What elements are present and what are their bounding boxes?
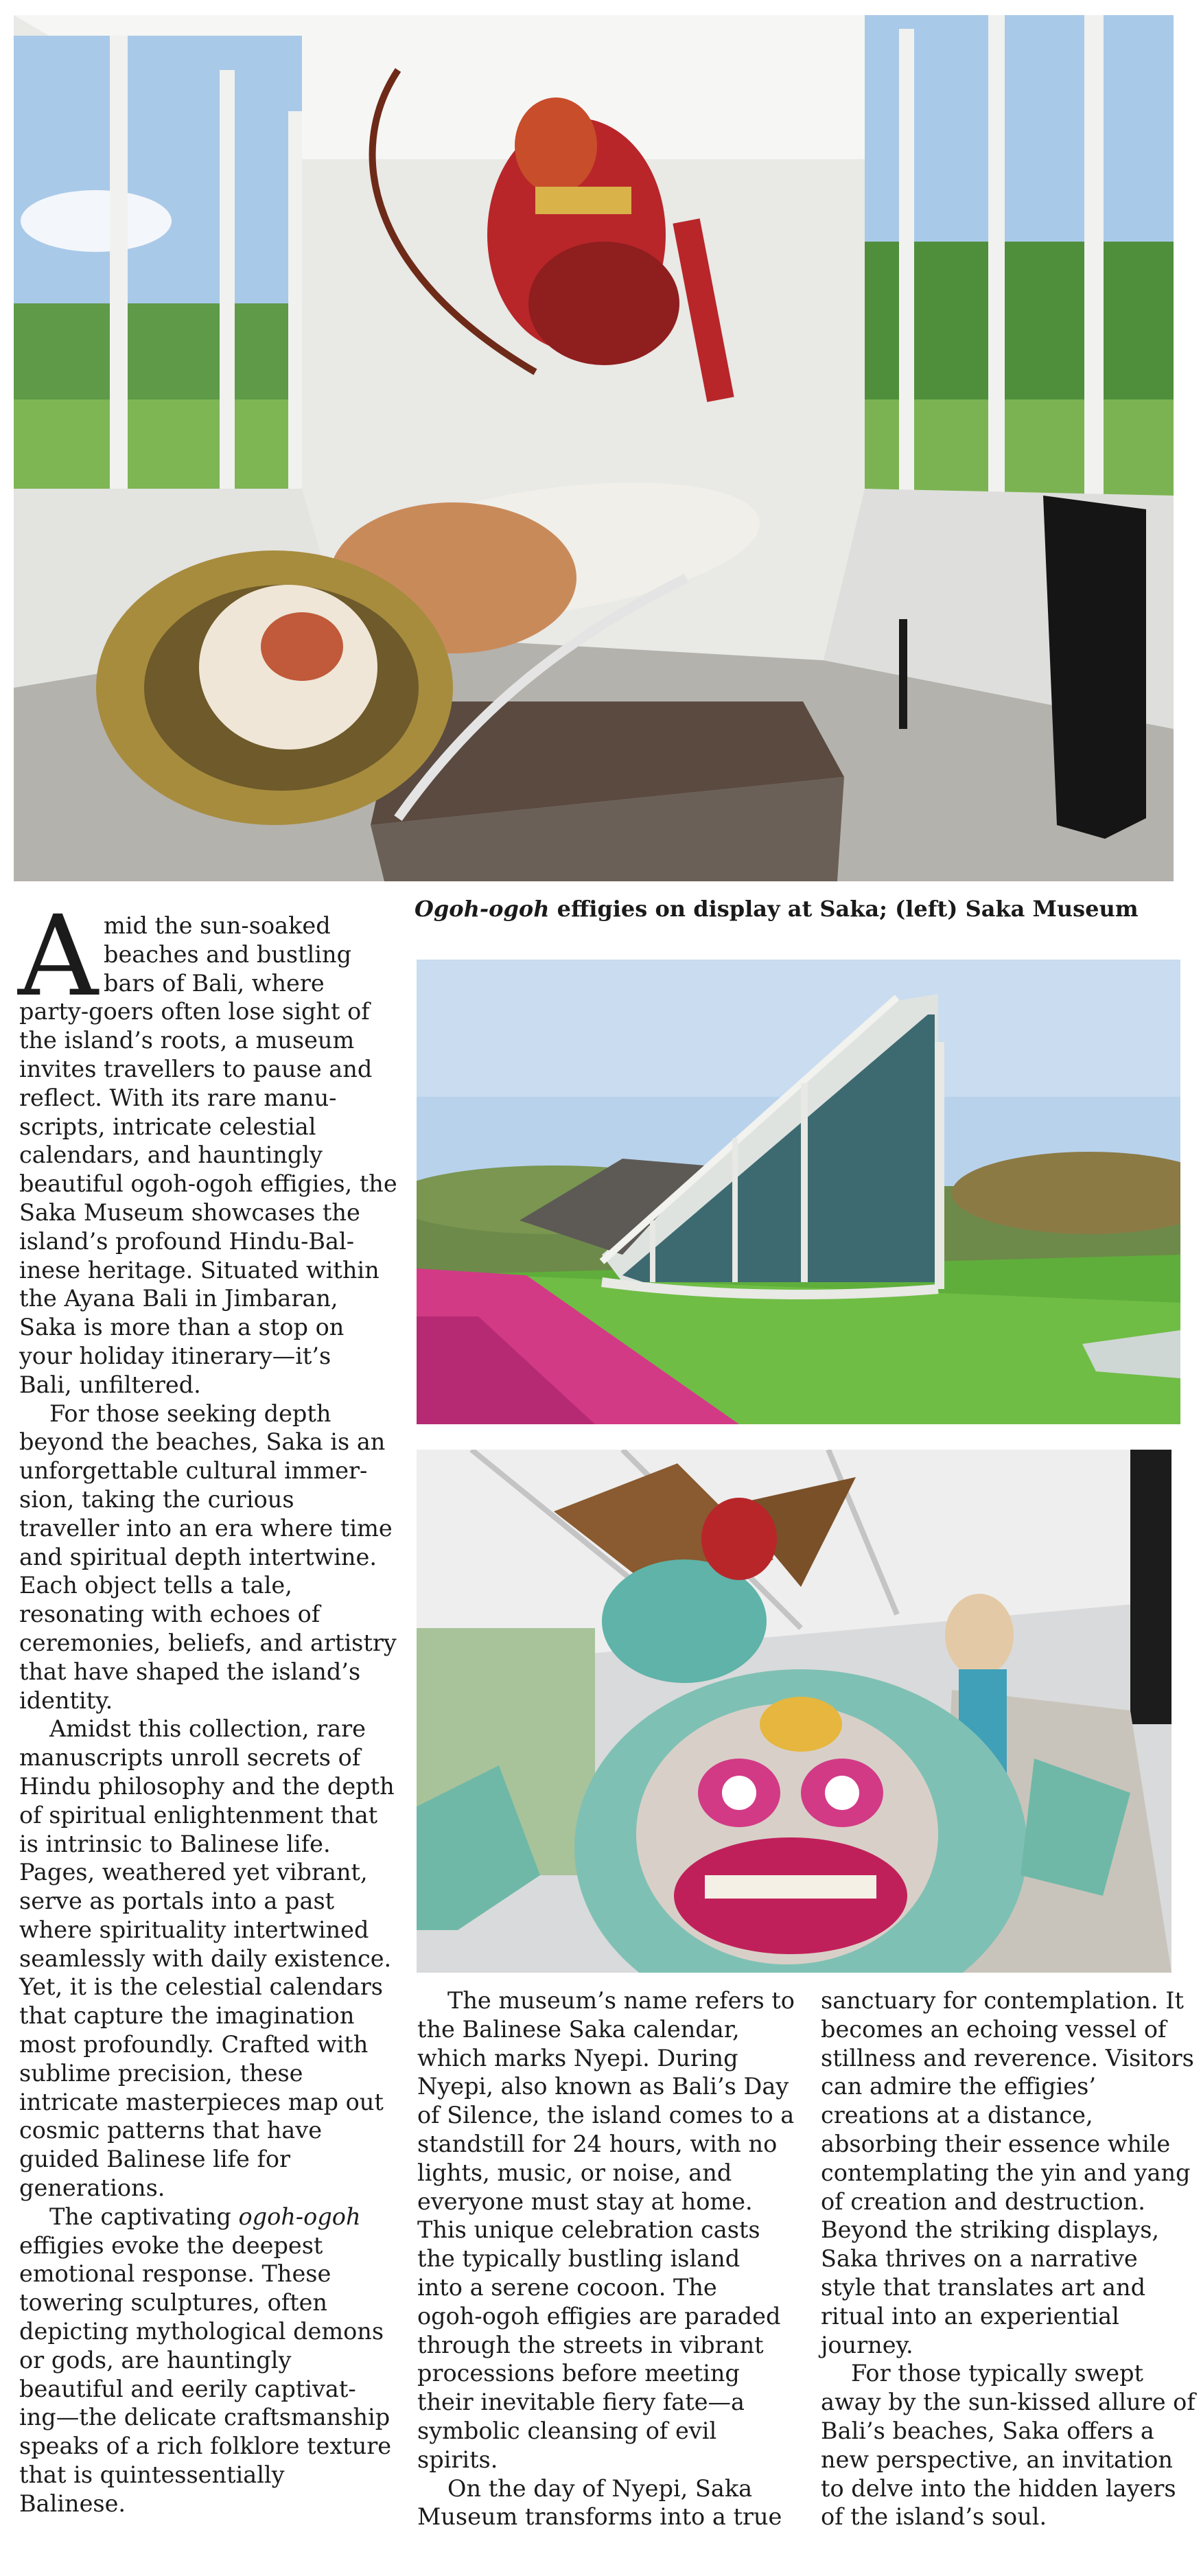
text-line: the typically bustling island xyxy=(417,2245,741,2273)
text-line: and spiritual depth intertwine. xyxy=(19,1543,377,1570)
text-line: ogoh-ogoh effigies are paraded xyxy=(417,2302,781,2330)
text-line: The museum’s name refers to xyxy=(447,1987,795,2014)
text-line: where spirituality intertwined xyxy=(19,1916,369,1943)
text-line: reflect. With its rare manu- xyxy=(19,1084,337,1111)
text-line: scripts, intricate celestial xyxy=(19,1113,316,1140)
text-line: Yet, it is the celestial calendars xyxy=(19,1973,383,2001)
text-line: contemplating the yin and yang xyxy=(821,2159,1191,2186)
paragraph-8 xyxy=(821,2359,1196,2531)
text-line: mid the sun-soaked xyxy=(104,912,331,939)
text-line: sublime precision, these xyxy=(19,2059,303,2087)
text-line: On the day of Nyepi, Saka xyxy=(447,2474,753,2502)
text-line: lights, music, or noise, and xyxy=(417,2159,732,2186)
text-line: processions before meeting xyxy=(417,2360,740,2387)
article-column-1 xyxy=(18,892,397,2518)
text-line: sion, taking the curious xyxy=(19,1485,294,1513)
text-line: island’s profound Hindu-Bal- xyxy=(19,1227,355,1255)
text-line: everyone must stay at home. xyxy=(417,2188,753,2215)
text-line: your holiday itinerary—it’s xyxy=(19,1342,331,1369)
text-line: seamlessly with daily existence. xyxy=(19,1945,392,1972)
text-line: to delve into the hidden layers xyxy=(821,2474,1176,2502)
text-line: journey. xyxy=(821,2331,913,2358)
text-line: Balinese. xyxy=(19,2490,126,2517)
text-line: emotional response. These xyxy=(19,2260,331,2288)
text-line: unforgettable cultural immer- xyxy=(19,1457,368,1485)
text-line: sanctuary for contemplation. It xyxy=(821,1987,1184,2014)
text-line: most profoundly. Crafted with xyxy=(19,2031,369,2058)
text-line: that is quintessentially xyxy=(19,2461,285,2489)
text-line: Museum transforms into a true xyxy=(417,2503,782,2531)
text-line: through the streets in vibrant xyxy=(417,2331,764,2358)
paragraph-6 xyxy=(417,2474,795,2532)
text-line: Bali, unfiltered. xyxy=(19,1371,201,1398)
text-line: party-goers often lose sight of xyxy=(19,998,370,1025)
text-line: new perspective, an invitation xyxy=(821,2446,1173,2473)
text-line: which marks Nyepi. During xyxy=(417,2044,738,2072)
text-line: into a serene cocoon. The xyxy=(417,2273,717,2301)
text-line: standstill for 24 hours, with no xyxy=(417,2130,778,2157)
text-line: calendars, and hauntingly xyxy=(19,1141,323,1169)
text-line: beautiful and eerily captivat- xyxy=(19,2375,356,2402)
text-line: intricate masterpieces map out xyxy=(19,2088,384,2115)
effigy-gallery-photo xyxy=(14,15,1174,881)
text-line: away by the sun-kissed allure of xyxy=(821,2389,1196,2416)
text-line: becomes an echoing vessel of xyxy=(821,2015,1167,2043)
text-line: depicting mythological demons xyxy=(19,2318,384,2345)
text-line: Pages, weathered yet vibrant, xyxy=(19,1859,368,1886)
text-line: serve as portals into a past xyxy=(19,1888,335,1915)
caption-italic: Ogoh-ogoh xyxy=(415,896,550,922)
text-line: Hindu philosophy and the depth xyxy=(19,1772,395,1800)
text-line: Amidst this collection, rare xyxy=(49,1715,366,1743)
text-line: generations. xyxy=(19,2174,165,2202)
text-line: Saka Museum showcases the xyxy=(19,1198,360,1226)
text-line: of the island’s soul. xyxy=(821,2503,1047,2531)
photo-caption xyxy=(415,896,1176,922)
text-line: of Silence, the island comes to a xyxy=(417,2102,795,2129)
text-line: traveller into an era where time xyxy=(19,1514,393,1542)
text-line: cosmic patterns that have xyxy=(19,2117,323,2144)
text-line: ritual into an experiential xyxy=(821,2302,1119,2330)
text-line: the island’s roots, a museum xyxy=(19,1027,355,1054)
text-line xyxy=(19,2203,397,2231)
text-line: of creation and destruction. xyxy=(821,2188,1145,2215)
text-line: style that translates art and xyxy=(821,2273,1146,2301)
text-line: beyond the beaches, Saka is an xyxy=(19,1428,386,1456)
paragraph-3 xyxy=(19,1715,397,2203)
paragraph-2 xyxy=(19,1400,397,1715)
text-line: beaches and bustling xyxy=(104,940,352,968)
text-line: inese heritage. Situated within xyxy=(19,1256,380,1284)
text-line: is intrinsic to Balinese life. xyxy=(19,1830,331,1857)
text-line: spirits. xyxy=(417,2446,498,2473)
text-line: towering sculptures, often xyxy=(19,2289,328,2317)
text-line: ceremonies, beliefs, and artistry xyxy=(19,1629,397,1656)
text-line: Bali’s beaches, Saka offers a xyxy=(821,2417,1154,2444)
text-line: that have shaped the island’s xyxy=(19,1658,361,1685)
text-line: bars of Bali, where xyxy=(104,969,325,997)
text-line: effigies evoke the deepest xyxy=(19,2231,323,2259)
text-line: ing—the delicate craftsmanship xyxy=(19,2404,390,2431)
caption-text: effigies on display at Saka; (left) Saka Museum xyxy=(549,896,1139,922)
text-line: identity. xyxy=(19,1686,113,1714)
text-line: This unique celebration casts xyxy=(417,2216,760,2244)
text-line: the Balinese Saka calendar, xyxy=(417,2015,740,2043)
text-line: absorbing their essence while xyxy=(821,2130,1171,2157)
text-line: that capture the imagination xyxy=(19,2002,355,2030)
inline-italic: ogoh-ogoh xyxy=(238,2203,361,2230)
text-line: of spiritual enlightenment that xyxy=(19,1801,378,1829)
text-line: or gods, are hauntingly xyxy=(19,2346,292,2374)
saka-museum-building-photo xyxy=(417,960,1180,1424)
text-line: Nyepi, also known as Bali’s Day xyxy=(417,2073,789,2100)
text-line: symbolic cleansing of evil xyxy=(417,2417,717,2444)
text-line: Each object tells a tale, xyxy=(19,1572,292,1599)
paragraph-7 xyxy=(821,1986,1194,2359)
text-line: For those seeking depth xyxy=(49,1400,331,1427)
paragraph-5 xyxy=(417,1986,795,2474)
paragraph-4 xyxy=(19,2203,397,2518)
text-line: can admire the effigies’ xyxy=(821,2073,1097,2100)
text-line: Beyond the striking displays, xyxy=(821,2216,1160,2244)
text-line: beautiful ogoh-ogoh effigies, the xyxy=(19,1170,397,1198)
text-line: For those typically swept xyxy=(851,2360,1143,2387)
article-column-3 xyxy=(821,1986,1196,2531)
ogoh-ogoh-effigies-photo xyxy=(417,1450,1171,1973)
text-line: the Ayana Bali in Jimbaran, xyxy=(19,1285,338,1312)
text-line: creations at a distance, xyxy=(821,2102,1093,2129)
inline-text: The captivating xyxy=(49,2203,239,2230)
text-line: speaks of a rich folklore texture xyxy=(19,2433,392,2460)
text-line: Saka thrives on a narrative xyxy=(821,2245,1138,2273)
text-line: stillness and reverence. Visitors xyxy=(821,2044,1194,2072)
text-line: guided Balinese life for xyxy=(19,2146,291,2173)
text-line: manuscripts unroll secrets of xyxy=(19,1744,361,1772)
drop-cap: A xyxy=(18,892,98,1021)
text-line: Saka is more than a stop on xyxy=(19,1314,345,1341)
text-line: invites travellers to pause and xyxy=(19,1055,373,1082)
paragraph-1 xyxy=(18,892,397,1400)
text-line: their inevitable fiery fate—a xyxy=(417,2389,745,2416)
article-column-2 xyxy=(417,1986,795,2531)
text-line: resonating with echoes of xyxy=(19,1601,320,1628)
